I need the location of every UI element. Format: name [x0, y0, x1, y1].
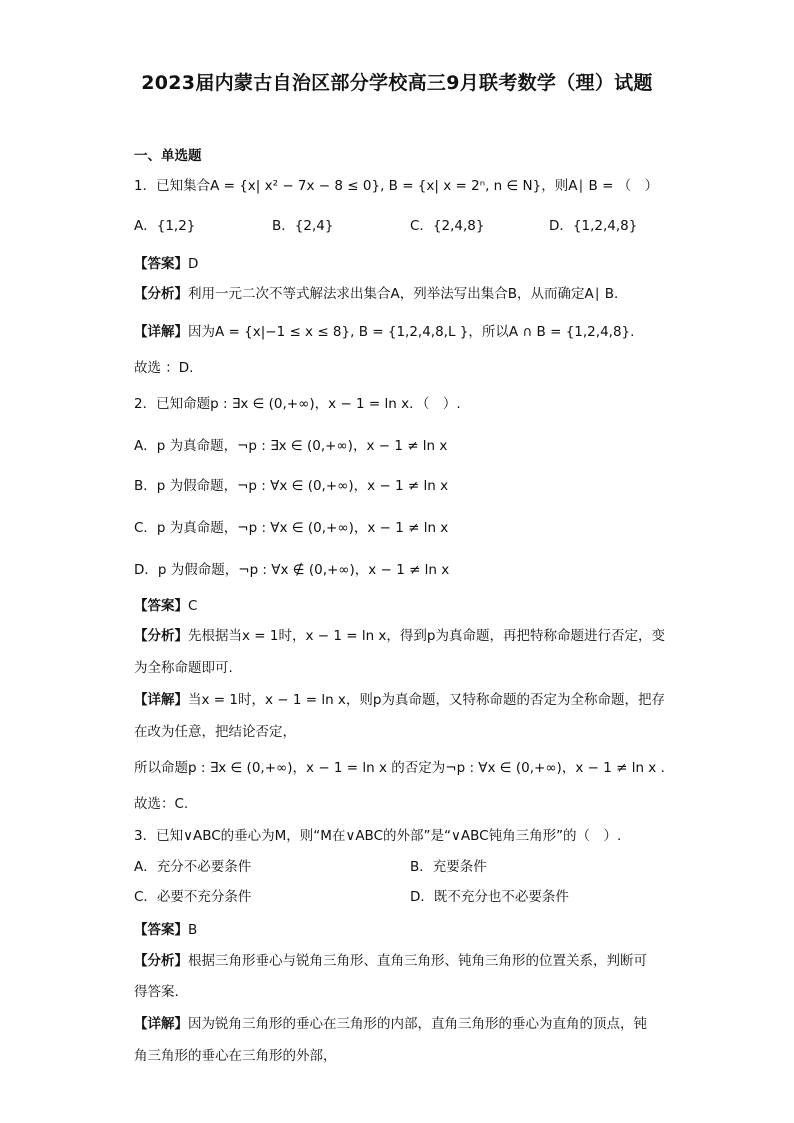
q1-analysis	[134, 284, 674, 304]
answer-tag: 【答案】	[134, 922, 188, 938]
q1-detail	[134, 322, 674, 342]
q1-answer	[134, 254, 674, 274]
detail-tag: 【详解】	[134, 324, 188, 340]
q2-analysis-line-1	[134, 626, 674, 646]
q1-option-c: C．{2,4,8}	[410, 218, 485, 234]
answer-value: C	[188, 598, 198, 614]
q3-option-b: B．充要条件	[410, 859, 487, 875]
q2-detail-line-2: 在改为任意，把结论否定，	[134, 724, 296, 740]
detail-tag: 【详解】	[134, 1016, 188, 1032]
q1-stem: 1．已知集合A = {x| x² − 7x − 8 ≤ 0}, B = {x| x = 2ⁿ, n ∈ N}，则A∣ B = （ ）	[134, 178, 659, 194]
answer-tag: 【答案】	[134, 256, 188, 272]
q2-option-c: C．p 为真命题，¬p : ∀x ∈ (0,+∞)，x − 1 ≠ ln x	[134, 520, 449, 536]
q3-option-c: C．必要不充分条件	[134, 889, 252, 905]
q2-analysis-line-2: 为全称命题即可.	[134, 660, 233, 676]
analysis-text: 根据三角形垂心与锐角三角形、直角三角形、钝角三角形的位置关系，判断可	[188, 953, 647, 969]
q2-option-b: B．p 为假命题，¬p : ∀x ∈ (0,+∞)，x − 1 ≠ ln x	[134, 478, 449, 494]
q3-detail-line-2: 角三角形的垂心在三角形的外部，	[134, 1048, 337, 1064]
analysis-tag: 【分析】	[134, 628, 188, 644]
detail-text: 当x = 1时，x − 1 = ln x，则p为真命题，又特称命题的否定为全称命题，把存	[188, 692, 665, 708]
answer-value: B	[188, 922, 198, 938]
section-heading: 一、单选题	[134, 148, 202, 164]
q3-option-a: A．充分不必要条件	[134, 859, 252, 875]
q3-detail-line-1	[134, 1014, 674, 1034]
answer-value: D	[188, 256, 199, 272]
q1-conclusion: 故选 ：D.	[134, 360, 194, 376]
q3-stem: 3．已知∨ABC的垂心为M，则“M在∨ABC的外部”是“∨ABC钝角三角形”的（ ）.	[134, 828, 622, 844]
q1-option-a: A．{1,2}	[134, 218, 196, 234]
detail-text: 因为锐角三角形的垂心在三角形的内部，直角三角形的垂心为直角的顶点，钝	[188, 1016, 647, 1032]
analysis-tag: 【分析】	[134, 286, 188, 302]
q1-option-d: D．{1,2,4,8}	[549, 218, 638, 234]
q2-answer	[134, 596, 674, 616]
analysis-text: 先根据当x = 1时，x − 1 = ln x，得到p为真命题，再把特称命题进行否定，变	[188, 628, 665, 644]
answer-tag: 【答案】	[134, 598, 188, 614]
q3-answer	[134, 920, 674, 940]
q2-detail-line-1	[134, 690, 674, 710]
q3-option-d: D．既不充分也不必要条件	[410, 889, 569, 905]
detail-tag: 【详解】	[134, 692, 188, 708]
paper-title: 2023届内蒙古自治区部分学校高三9月联考数学（理）试题	[141, 72, 653, 94]
analysis-tag: 【分析】	[134, 953, 188, 969]
q3-analysis-line-1	[134, 951, 674, 971]
q2-option-a: A．p 为真命题，¬p : ∃x ∈ (0,+∞)，x − 1 ≠ ln x	[134, 438, 448, 454]
q2-stem: 2．已知命题p : ∃x ∈ (0,+∞)，x − 1 = ln x．（ ）.	[134, 396, 461, 412]
detail-text: 因为A = {x|−1 ≤ x ≤ 8}, B = {1,2,4,8,L }，所以A ∩ B = {1,2,4,8}.	[188, 324, 635, 340]
q2-conclusion: 故选：C.	[134, 796, 189, 812]
q3-analysis-line-2: 得答案.	[134, 984, 179, 1000]
analysis-text: 利用一元二次不等式解法求出集合A，列举法写出集合B，从而确定A∣ B.	[188, 286, 619, 302]
q1-option-b: B．{2,4}	[272, 218, 334, 234]
q2-detail-line-3: 所以命题p : ∃x ∈ (0,+∞)，x − 1 = ln x 的否定为¬p : ∀x ∈ (0,+∞)，x − 1 ≠ ln x .	[134, 760, 665, 776]
q2-option-d: D．p 为假命题，¬p : ∀x ∉ (0,+∞)，x − 1 ≠ ln x	[134, 562, 450, 578]
